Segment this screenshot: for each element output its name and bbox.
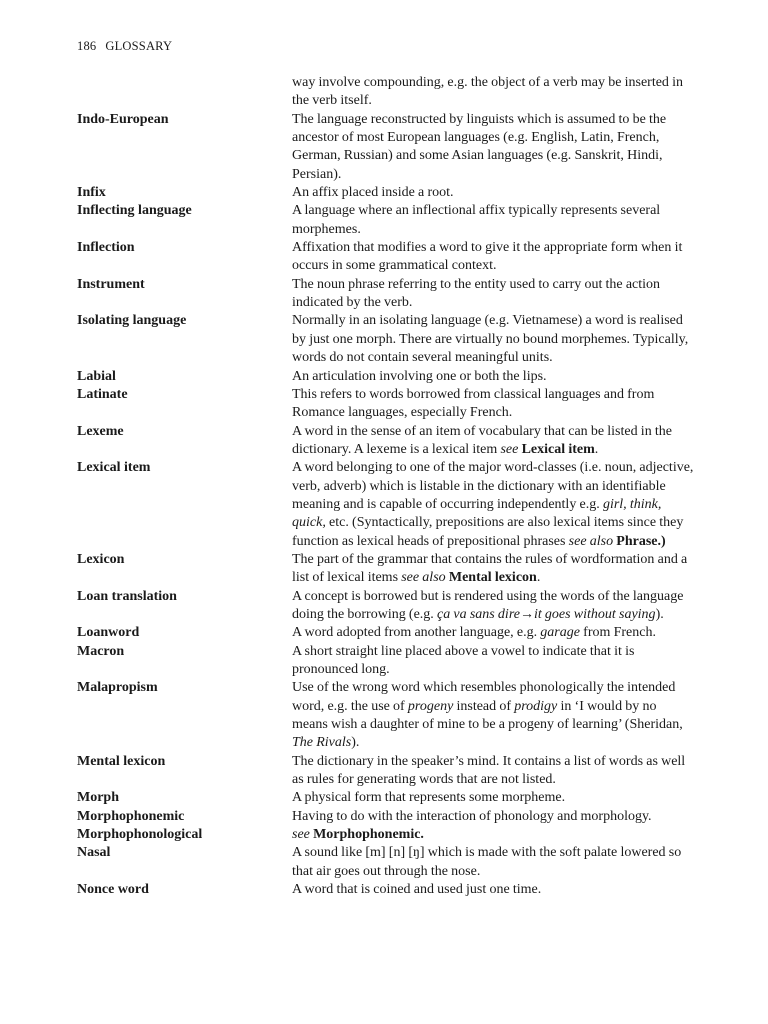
definition-text: ). xyxy=(655,606,664,622)
definition-text: A word in the sense of an item of vocabulary that can be listed in the dictionary. A lexeme is a lexical item xyxy=(292,423,673,457)
glossary-definition xyxy=(292,459,695,551)
glossary-entry xyxy=(77,808,697,826)
italic-text: girl, think, quick, xyxy=(292,496,662,531)
glossary-entry xyxy=(77,459,697,551)
definition-text: etc. (Syntactically, prepositions are also lexical items since they function as lexical heads of prepositional phrases xyxy=(292,515,684,549)
glossary-definition xyxy=(292,239,695,276)
glossary-definition xyxy=(292,312,695,367)
glossary-entry xyxy=(77,368,697,386)
glossary-term: Inflection xyxy=(77,240,135,256)
glossary-entry xyxy=(77,202,697,239)
definition-text: from French. xyxy=(579,625,656,641)
italic-text: see xyxy=(292,827,310,843)
glossary-definition xyxy=(292,111,695,184)
glossary-entry xyxy=(77,844,697,881)
glossary-definition xyxy=(292,844,695,881)
italic-text: The Rivals xyxy=(292,735,352,751)
italic-text: see also xyxy=(568,533,614,549)
running-head xyxy=(77,39,172,54)
glossary-definition xyxy=(292,423,695,460)
glossary-entry xyxy=(77,276,697,313)
definition-text: in ‘I would by no means wish a daughter of mine to be a progeny of learning’ (Sheridan, xyxy=(292,698,683,733)
glossary-definition xyxy=(292,826,695,844)
glossary-term: Mental lexicon xyxy=(77,753,166,769)
glossary-entry xyxy=(77,423,697,460)
definition-text: instead of xyxy=(453,698,515,714)
glossary-definition xyxy=(292,643,695,680)
glossary-definition xyxy=(292,753,695,790)
definition-text: The part of the grammar that contains the rules of wordformation and a list of lexical items xyxy=(292,551,688,586)
definition-text: Having to do with the interaction of phonology and morphology. xyxy=(292,808,652,824)
glossary-entry xyxy=(77,789,697,807)
definition-text: Use of the wrong word which resembles phonologically the intended word, e.g. the use of xyxy=(292,680,676,714)
definition-text: . xyxy=(594,441,599,457)
definition-text: Normally in an isolating language (e.g. Vietnamese) a word is realised by just one morph. There are virtually no bound morphemes. Typically, words do not contain several meaningful units. xyxy=(292,313,689,366)
glossary-definition xyxy=(292,881,695,899)
definition-text: . xyxy=(536,570,541,586)
definition-text: way involve compounding, e.g. the object of a verb may be inserted in the verb itself. xyxy=(292,75,684,109)
glossary-definition xyxy=(292,679,695,752)
definition-text: The language reconstructed by linguists which is assumed to be the ancestor of most European languages (e.g. English, Latin, French, German, Russian) and some Asian languages (e.g. Sanskrit, Hindi, Persian). xyxy=(292,111,667,182)
glossary-term: Morphophonemic xyxy=(77,808,185,824)
glossary-entry xyxy=(77,826,697,844)
glossary-definition xyxy=(292,624,695,642)
glossary-definition xyxy=(292,74,695,111)
glossary-term: Loanword xyxy=(77,625,140,641)
glossary-entry xyxy=(77,643,697,680)
glossary-definition xyxy=(292,202,695,239)
glossary-term: Loan translation xyxy=(77,588,177,604)
definition-text: A sound like [m] [n] [ŋ] which is made with the soft palate lowered so that air goes out through the nose. xyxy=(292,845,682,879)
glossary-entry xyxy=(77,624,697,642)
glossary-definition xyxy=(292,551,695,588)
glossary-definition xyxy=(292,588,695,625)
glossary-term: Nasal xyxy=(77,845,111,861)
glossary-term: Labial xyxy=(77,368,116,384)
definition-text: A word adopted from another language, e.g. xyxy=(292,625,541,641)
glossary-term: Instrument xyxy=(77,276,145,292)
glossary-term: Lexicon xyxy=(77,551,125,567)
glossary-entry xyxy=(77,588,697,625)
glossary-term: Infix xyxy=(77,185,106,201)
bold-cross-reference: Phrase.) xyxy=(616,533,666,549)
italic-text: see also xyxy=(401,570,446,586)
glossary-term xyxy=(77,74,292,111)
glossary-term: Inflecting language xyxy=(77,203,192,219)
definition-text: A word belonging to one of the major word-classes (i.e. noun, adjective, verb, adverb) which is listable in the dictionary with an identifiable meaning and is capable of occurring independently e.g. xyxy=(292,460,694,512)
glossary-definition xyxy=(292,808,695,826)
section-title: GLOSSARY xyxy=(105,39,173,53)
definition-text: An articulation involving one or both the lips. xyxy=(292,368,547,384)
glossary-term: Lexical item xyxy=(77,460,151,476)
definition-text: ). xyxy=(351,735,360,751)
glossary-entry xyxy=(77,312,697,367)
glossary-entry xyxy=(77,184,697,202)
italic-text: see xyxy=(500,441,519,457)
definition-text: The noun phrase referring to the entity used to carry out the action indicated by the verb. xyxy=(292,276,661,311)
glossary-term: Morphophonological xyxy=(77,827,203,843)
glossary-term: Indo-European xyxy=(77,111,169,127)
definition-text: An affix placed inside a root. xyxy=(292,185,454,201)
glossary-term: Macron xyxy=(77,643,125,659)
glossary-entries xyxy=(77,74,697,899)
glossary-entry xyxy=(77,881,697,899)
glossary-entry xyxy=(77,239,697,276)
definition-text: A word that is coined and used just one time. xyxy=(292,882,542,898)
glossary-definition xyxy=(292,386,695,423)
definition-text: This refers to words borrowed from classical languages and from Romance languages, especially French. xyxy=(292,386,655,421)
glossary-term: Morph xyxy=(77,790,119,806)
glossary-entry xyxy=(77,551,697,588)
definition-text: A short straight line placed above a vowel to indicate that it is pronounced long. xyxy=(292,643,635,677)
bold-cross-reference: Lexical item xyxy=(521,441,595,457)
bold-cross-reference: Morphophonemic. xyxy=(313,827,424,843)
glossary-term: Latinate xyxy=(77,386,128,402)
glossary-entry xyxy=(77,679,697,752)
glossary-definition xyxy=(292,184,695,202)
page-number: 186 xyxy=(77,39,97,53)
glossary-term: Isolating language xyxy=(77,313,187,329)
glossary-entry xyxy=(77,111,697,184)
italic-text: prodigy xyxy=(514,698,558,714)
definition-text: Affixation that modifies a word to give it the appropriate form when it occurs in some grammatical context. xyxy=(292,240,683,274)
glossary-term: Lexeme xyxy=(77,423,124,439)
glossary-entry xyxy=(77,753,697,790)
glossary-term: Malapropism xyxy=(77,680,158,696)
definition-text: The dictionary in the speaker’s mind. It contains a list of words as well as rules for generating words that are not listed. xyxy=(292,753,686,788)
definition-text: A language where an inflectional affix typically represents several morphemes. xyxy=(292,203,661,237)
italic-text: garage xyxy=(540,625,580,641)
definition-text: A concept is borrowed but is rendered using the words of the language doing the borrowing (e.g. xyxy=(292,588,684,622)
glossary-definition xyxy=(292,276,695,313)
italic-text: ça va sans dire→it goes without saying xyxy=(437,606,656,622)
glossary-term: Nonce word xyxy=(77,882,149,898)
definition-text: A physical form that represents some morpheme. xyxy=(292,790,566,806)
glossary-entry xyxy=(77,386,697,423)
glossary-entry xyxy=(77,74,697,111)
bold-cross-reference: Mental lexicon xyxy=(448,570,537,586)
italic-text: progeny xyxy=(407,698,454,714)
glossary-definition xyxy=(292,368,695,386)
glossary-definition xyxy=(292,789,695,807)
